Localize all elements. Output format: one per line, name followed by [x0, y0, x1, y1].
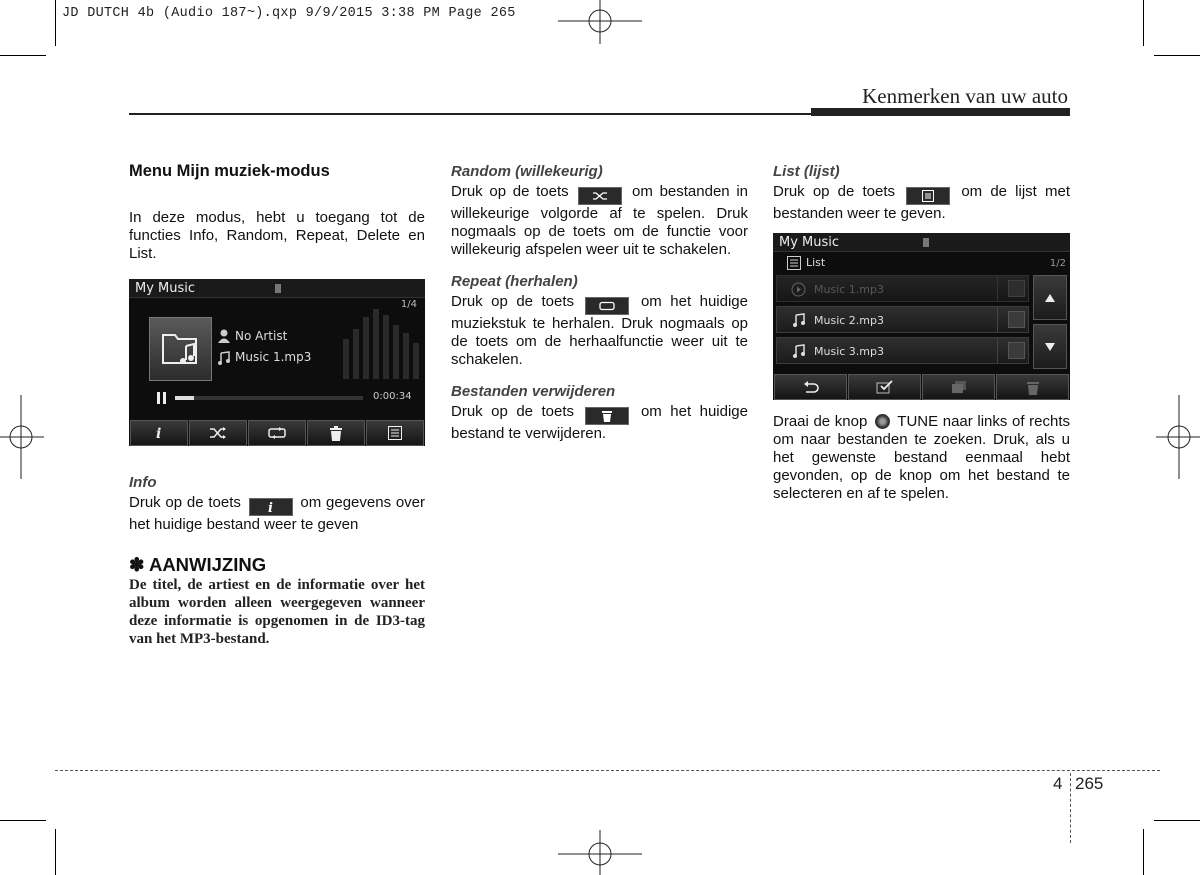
- progress-track[interactable]: [175, 396, 363, 400]
- column-3: [773, 163, 1070, 223]
- note-title: ✽ AANWIJZING: [129, 554, 267, 575]
- list-text-pre: Druk op de toets: [773, 183, 896, 200]
- info-button[interactable]: [130, 420, 188, 446]
- list-item-label: Music 1.mp3: [814, 283, 884, 296]
- usb-icon: [273, 282, 283, 294]
- header-rule-accent: [811, 108, 1070, 116]
- repeat-button[interactable]: [248, 420, 306, 446]
- list-item[interactable]: [776, 306, 1029, 333]
- list-icon: [388, 426, 402, 440]
- list-item-label: Music 3.mp3: [814, 345, 884, 358]
- check-icon: [876, 380, 894, 394]
- album-art: [149, 317, 212, 381]
- section-heading: Menu Mijn muziek-modus: [129, 162, 330, 180]
- list-label: List: [806, 256, 826, 269]
- page-number: 265: [1075, 774, 1104, 793]
- progress-fill: [175, 396, 194, 400]
- delete-text-pre: Druk op de toets: [451, 403, 574, 420]
- tune-text-post: TUNE naar links of rechts om naar bestanden te zoeken. Druk, als u het gewenste bestand eenmaal hebt gevonden, op de knop om het bestand te selecteren en af te spelen.: [773, 413, 1070, 502]
- usb-icon: [921, 236, 931, 248]
- trash-icon: [1026, 380, 1040, 395]
- scroll-down-button[interactable]: [1033, 324, 1067, 369]
- info-icon: [152, 425, 166, 441]
- music-note-icon: [792, 344, 807, 359]
- list-icon: [787, 256, 801, 270]
- footer-divider: [1070, 773, 1071, 843]
- list-item[interactable]: [776, 275, 1029, 302]
- list-button[interactable]: [366, 420, 424, 446]
- track-count: 1/4: [400, 299, 417, 310]
- info-text-pre: Druk op de toets: [129, 494, 241, 511]
- chapter-number: 4: [1053, 774, 1063, 793]
- info-key-icon: [249, 498, 293, 516]
- music-note-icon: [217, 351, 231, 365]
- header-rule: [129, 113, 811, 115]
- list-item-label: Music 2.mp3: [814, 314, 884, 327]
- pause-icon[interactable]: [156, 391, 168, 405]
- trash-icon: [329, 426, 343, 441]
- track-name: Music 1.mp3: [235, 350, 312, 364]
- select-all-button[interactable]: [848, 374, 921, 400]
- list-text-post: om de lijst met bestanden weer te geven.: [773, 183, 1070, 222]
- tune-text-pre: Draai de knop: [773, 413, 868, 430]
- equalizer-graphic: [339, 299, 425, 385]
- screen-title: My Music: [779, 235, 840, 250]
- arrow-up-icon: [1044, 293, 1056, 303]
- list-title: List (lijst): [773, 163, 840, 180]
- back-icon: [803, 381, 819, 393]
- list-item-checkbox[interactable]: [1008, 342, 1025, 359]
- repeat-title: Repeat (herhalen): [451, 273, 578, 290]
- random-text-post: om bestanden in willekeurige volgorde af te spelen. Druk nogmaals op de toets om de functie voor willekeurig afspelen weer uit te schakelen.: [451, 183, 749, 258]
- artist-icon: [217, 329, 231, 343]
- random-text-pre: Druk op de toets: [451, 183, 569, 200]
- list-page: 1/2: [1049, 258, 1066, 269]
- play-circle-icon: [791, 282, 806, 297]
- list-item-checkbox[interactable]: [1008, 280, 1025, 297]
- svg-text:i: i: [267, 501, 273, 515]
- shuffle-key-icon: [578, 187, 622, 205]
- list-item[interactable]: [776, 337, 1029, 364]
- repeat-text-pre: Druk op de toets: [451, 293, 574, 310]
- tune-knob-icon: [875, 414, 890, 429]
- delete-text-post: om het huidige bestand te verwijderen.: [451, 403, 748, 442]
- back-button[interactable]: [774, 374, 847, 400]
- repeat-key-icon: [585, 297, 629, 315]
- delete-button[interactable]: [996, 374, 1069, 400]
- column-1: [129, 162, 425, 263]
- scroll-up-button[interactable]: [1033, 275, 1067, 320]
- arrow-down-icon: [1044, 342, 1056, 352]
- random-button[interactable]: [189, 420, 247, 446]
- repeat-text-post: om het huidige muziekstuk te herhalen. Druk nogmaals op de toets om de herhaalfunctie weer uit te schakelen.: [451, 293, 748, 368]
- shuffle-icon: [209, 427, 227, 439]
- artist-name: No Artist: [235, 329, 288, 343]
- delete-title: Bestanden verwijderen: [451, 383, 616, 400]
- note-body: De titel, de artiest en de informatie over het album worden alleen weergegeven wanneer deze informatie is opgenomen in de ID3-tag van het MP3-bestand.: [129, 577, 425, 647]
- footer-rule: [55, 770, 1160, 771]
- tune-paragraph: [773, 413, 1070, 503]
- music-note-icon: [792, 313, 807, 328]
- column-2: [451, 163, 748, 443]
- list-key-icon: [906, 187, 950, 205]
- intro-paragraph: In deze modus, hebt u toegang tot de functies Info, Random, Repeat, Delete en List.: [129, 209, 425, 262]
- svg-text:i: i: [156, 426, 162, 441]
- section-title: Kenmerken van uw auto: [862, 84, 1068, 108]
- info-title: Info: [129, 474, 157, 491]
- random-title: Random (willekeurig): [451, 163, 603, 180]
- info-text-post: om gegevens over het huidige bestand weer te geven: [129, 494, 426, 533]
- list-screen: [773, 233, 1070, 400]
- repeat-icon: [267, 427, 287, 439]
- folder-music-icon: [150, 318, 211, 380]
- copy-button[interactable]: [922, 374, 995, 400]
- now-playing-screen: [129, 279, 425, 446]
- list-item-checkbox[interactable]: [1008, 311, 1025, 328]
- screen-title: My Music: [135, 281, 196, 296]
- elapsed-time: 0:00:34: [373, 391, 412, 402]
- info-section: [129, 474, 425, 648]
- copy-icon: [951, 380, 967, 394]
- trash-key-icon: [585, 407, 629, 425]
- print-slug: JD DUTCH 4b (Audio 187~).qxp 9/9/2015 3:38 PM Page 265: [62, 6, 516, 21]
- delete-button[interactable]: [307, 420, 365, 446]
